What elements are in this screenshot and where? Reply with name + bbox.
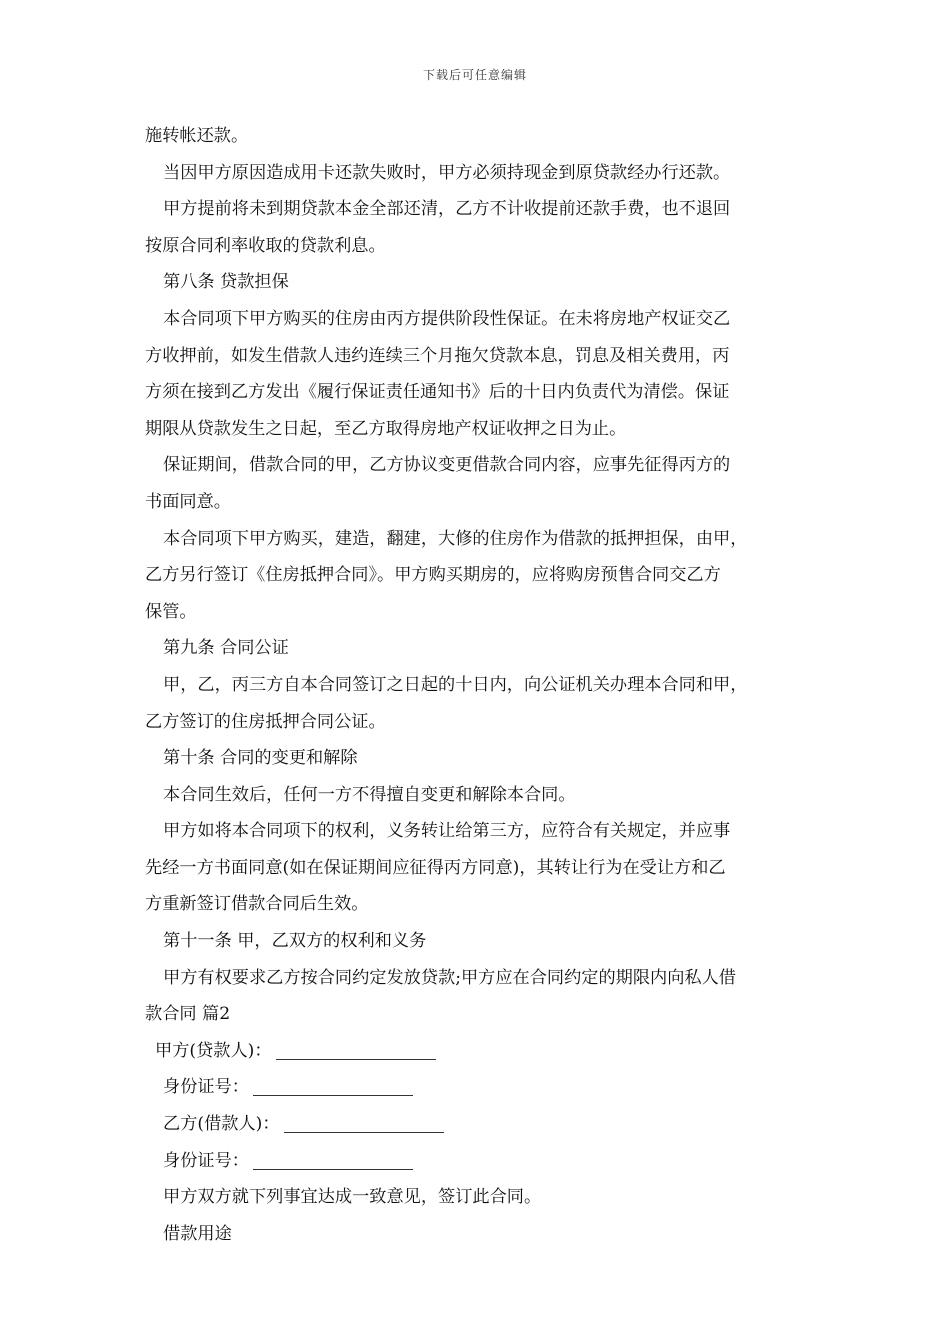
text-line: 款合同 篇2 [145,1004,231,1025]
text-line: 第八条 贷款担保 [163,272,289,293]
text-line: 本合同项下甲方购买，建造，翻建，大修的住房作为借款的抵押担保，由甲， [163,528,748,549]
text-line: 甲方双方就下列事宜达成一致意见，签订此合同。 [163,1187,542,1208]
text-line: 甲方提前将未到期贷款本金全部还清，乙方不计收提前还款手费，也不退回 [163,199,731,220]
text-line: 乙方另行签订《住房抵押合同》。甲方购买期房的，应将购房预售合同交乙方 [145,565,721,586]
text-line: 第十一条 甲，乙双方的权利和义务 [163,931,427,952]
text-line: 方须在接到乙方发出《履行保证责任通知书》后的十日内负责代为清偿。保证 [145,382,730,403]
text-line: 本合同项下甲方购买的住房由丙方提供阶段性保证。在未将房地产权证交乙 [163,308,731,329]
blank-underline[interactable] [276,1037,436,1060]
text-line: 保证期间，借款合同的甲，乙方协议变更借款合同内容，应事先征得丙方的 [163,455,731,476]
blank-underline[interactable] [253,1073,413,1096]
form-field [145,1033,825,1070]
form-field [145,1143,825,1180]
text-line: 按原合同利率收取的贷款利息。 [145,235,386,256]
form-field-label: 身份证号： [163,1150,249,1171]
text-line: 期限从贷款发生之日起，至乙方取得房地产权证收押之日为止。 [145,418,627,439]
text-line: 书面同意。 [145,491,231,512]
form-field-label: 身份证号： [163,1077,249,1098]
text-line: 先经一方书面同意(如在保证期间应征得丙方同意)，其转让行为在受让方和乙 [145,857,726,878]
text-line: 甲，乙，丙三方自本合同签订之日起的十日内，向公证机关办理本合同和甲， [163,674,748,695]
text-line: 当因甲方原因造成用卡还款失败时，甲方必须持现金到原贷款经办行还款。 [163,162,731,183]
form-field [145,1069,825,1106]
text-line: 甲方有权要求乙方按合同约定发放贷款;甲方应在合同约定的期限内向私人借 [163,967,736,988]
blank-underline[interactable] [284,1110,444,1133]
text-line: 借款用途 [163,1223,232,1244]
form-field [145,1106,825,1143]
text-line: 方收押前，如发生借款人违约连续三个月拖欠贷款本息，罚息及相关费用，丙 [145,345,730,366]
text-line: 本合同生效后，任何一方不得擅自变更和解除本合同。 [163,784,576,805]
text-line: 方重新签订借款合同后生效。 [145,894,369,915]
form-field-label: 乙方(借款人)： [163,1114,280,1135]
text-line: 第九条 合同公证 [163,638,289,659]
text-line: 第十条 合同的变更和解除 [163,748,358,769]
document-body [145,118,825,1252]
blank-underline[interactable] [253,1147,413,1170]
text-line: 施转帐还款。 [145,126,249,146]
text-line: 乙方签订的住房抵押合同公证。 [145,711,386,732]
text-line: 保管。 [145,601,197,622]
header-note: 下载后可任意编辑 [422,68,527,82]
form-field-label: 甲方(贷款人)： [155,1040,272,1061]
text-line: 甲方如将本合同项下的权利，义务转让给第三方，应符合有关规定，并应事 [163,821,731,842]
